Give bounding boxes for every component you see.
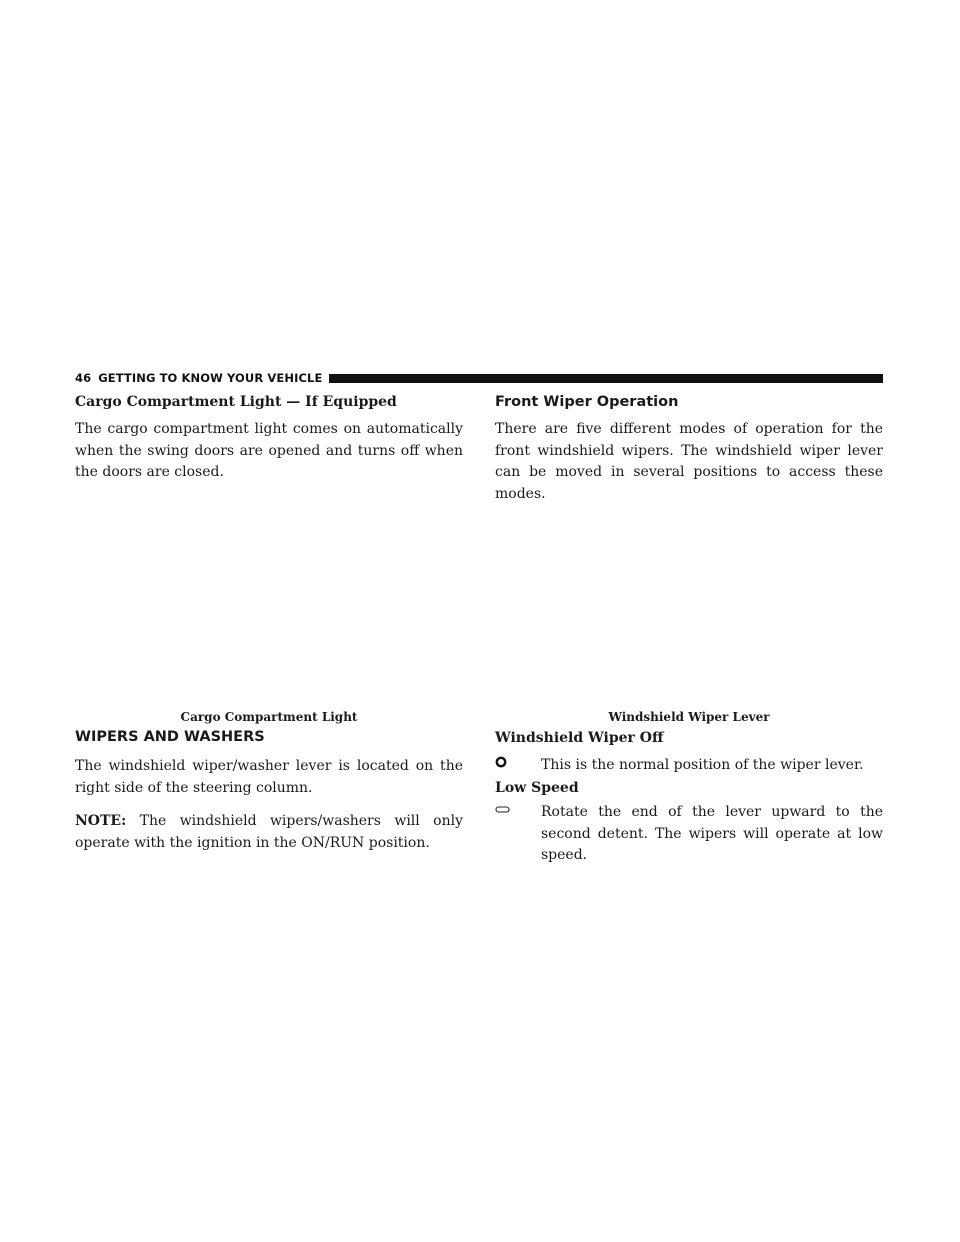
left-column-top: [75, 393, 463, 484]
mode-row-low: [495, 802, 883, 867]
front-wiper-heading: Front Wiper Operation: [495, 394, 679, 410]
mode-text-low: Rotate the end of the lever upward to the second detent. The wipers will operate at low speed.: [541, 804, 883, 863]
cargo-light-heading: Cargo Compartment Light — If Equipped: [75, 394, 397, 410]
mode-title-low: Low Speed: [495, 780, 579, 796]
cargo-light-caption: Cargo Compartment Light: [180, 710, 358, 724]
page-header: [75, 369, 883, 387]
note-paragraph: [75, 811, 463, 854]
wiper-low-speed-icon: [495, 802, 541, 815]
wiper-lever-caption: Windshield Wiper Lever: [608, 710, 770, 724]
mode-text-off: This is the normal position of the wiper lever.: [541, 757, 864, 773]
note-text: The windshield wipers/washers will only operate with the ignition in the ON/RUN position.: [75, 813, 463, 851]
wipers-washers-body: The windshield wiper/washer lever is located on the right side of the steering column.: [75, 758, 463, 796]
note-label: NOTE:: [75, 813, 127, 829]
cargo-light-body: The cargo compartment light comes on automatically when the swing doors are opened and turns off when the doors are closed.: [75, 421, 463, 480]
front-wiper-body: There are five different modes of operation for the front windshield wipers. The windshield wiper lever can be moved in several positions to access these modes.: [495, 421, 883, 502]
section-title: GETTING TO KNOW YOUR VEHICLE: [98, 371, 323, 385]
mode-title-off: Windshield Wiper Off: [495, 730, 664, 746]
header-rule: [329, 374, 883, 383]
right-column-top: [495, 393, 883, 505]
mode-row-off: [495, 755, 883, 777]
wipers-washers-heading: WIPERS AND WASHERS: [75, 729, 265, 745]
wiper-off-icon: [495, 755, 541, 770]
left-column-bottom: [75, 728, 463, 854]
page-number: 46: [75, 371, 92, 385]
